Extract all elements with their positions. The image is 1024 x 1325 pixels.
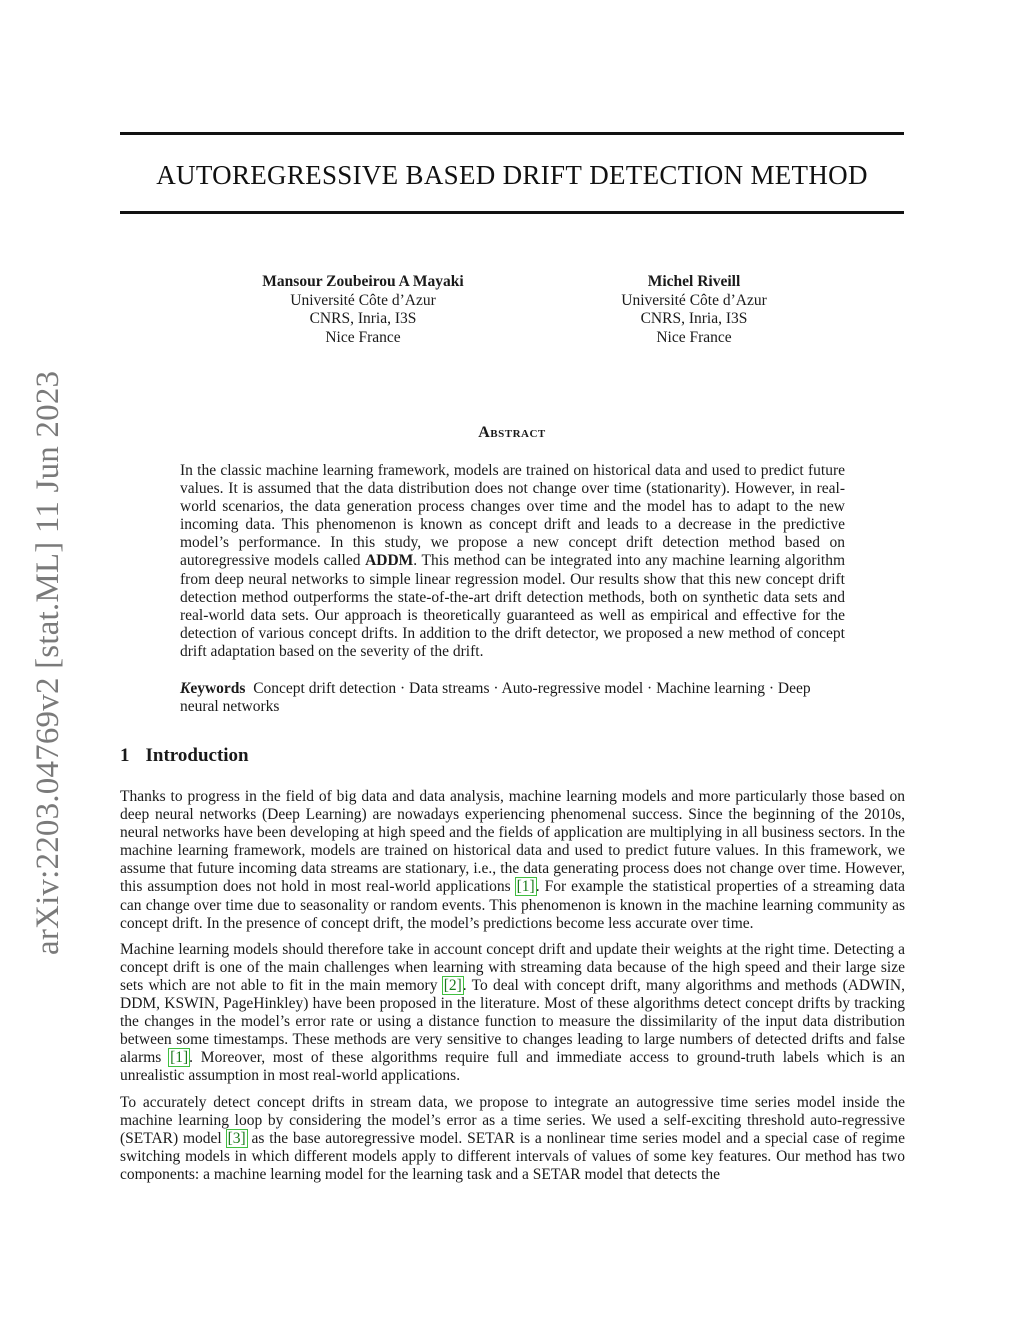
p2-text-b: . To deal with concept drift, many algorithms and methods (ADWIN, DDM, KSWIN, PageHinkley) have been proposed in the literature. Most of these algorithms detect concept drifts by tracking the changes in the model’s error rate or using a distance function to measure the dissimilarity of the input data distribution between some timestamps. These methods are very sensitive to changes leading to large numbers of detected drifts and false alarms: [120, 976, 905, 1067]
author-block-2: [544, 273, 844, 347]
citation-link[interactable]: [3]: [227, 1129, 246, 1147]
arxiv-identifier: arXiv:2203.04769v2 [stat.ML] 11 Jun 2023: [30, 370, 66, 955]
p1-text-b: . For example the statistical properties of a streaming data can change over time due to seasonality or random events. This phenomenon is known in the machine learning community as concept drift. In the presence of concept drift, the model’s predictions become less accurate over time.: [120, 878, 906, 932]
introduction-body: [120, 788, 905, 1192]
abstract-part-2: . This method can be integrated into any machine learning algorithm from deep neural networks to simple linear regression model. Our results show that this new concept drift detection method outperforms the state-of-the-art drift detection methods, both on synthetic data sets and real-world data sets. Our approach is theoretically guaranteed as well as empirical and effective for the detection of various concept drifts. In addition to the drift detector, we proposed a new method of concept drift adaptation based on the severity of the drift.: [180, 552, 845, 660]
abstract-text: [180, 462, 845, 661]
author-block-1: [213, 273, 513, 347]
p2-text-a: Machine learning models should therefore take in account concept drift and update their weights at the right time. Detecting a concept drift is one of the main challenges when learning with streaming data because of the high speed and their large size sets which are not able to fit in the main memory: [120, 940, 905, 994]
title-cap-1: A: [156, 160, 177, 190]
author-name: Mansour Zoubeirou A Mayaki: [262, 273, 464, 290]
method-name: ADDM: [365, 552, 414, 570]
author-affiliation: Université Côte d’Azur: [621, 291, 767, 309]
title-top-rule: [120, 132, 904, 135]
title-cap-3: D: [502, 160, 523, 190]
abstract-heading: Abstract: [478, 424, 546, 441]
title-rest-5: ETHOD: [774, 160, 868, 190]
title-rest-1: UTOREGRESSIVE: [176, 160, 399, 190]
paper-title: [120, 160, 904, 191]
abstract-part-1: In the classic machine learning framework, models are trained on historical data and used to predict future values. It is assumed that the data distribution does not change over time (stationarity). However, in real-world scenarios, the data generation process changes over time and the model has to adapt to the new incoming data. This phenomenon is known as concept drift and leads to a decrease in the predictive model’s performance. In this study, we propose a new concept drift detection method based on autoregressive models called: [180, 462, 845, 570]
title-rest-3: RIFT: [522, 160, 583, 190]
title-word-2: BASED: [405, 160, 496, 190]
title-bottom-rule: [120, 211, 904, 214]
keywords-text: Concept drift detection · Data streams · Auto-regressive model · Machine learning · Deep neural networks: [180, 680, 811, 716]
section-heading: [120, 745, 249, 767]
p1-text-a: Thanks to progress in the field of big data and data analysis, machine learning models and more particularly those based on deep neural networks (Deep Learning) are nowadays experiencing phenomenal success. Since the beginning of the 2010s, neural networks have been developing at high speed and the fields of application are multiplying in all business sectors. In the machine learning framework, models are trained on historical data and used to predict future values. In this framework, we assume that future incoming data streams are stationary, i.e., the data generating process does not change over time. However, this assumption does not hold in most real-world applications: [120, 788, 905, 896]
p3-text-b: as the base autoregressive model. SETAR is a nonlinear time series model and a special case of regime switching models in which different models apply to different intervals of values of some key features. Our method has two components: a machine learning model for the learning task and a SETAR model that detects the: [120, 1129, 905, 1183]
title-rest-4: ETECTION: [609, 160, 744, 190]
p2-text-c: . Moreover, most of these algorithms require full and immediate access to ground-truth labels which is an unrealistic assumption in most real-world applications.: [120, 1049, 905, 1085]
title-cap-5: M: [750, 160, 775, 190]
keywords: [180, 680, 845, 716]
author-affiliation: Université Côte d’Azur: [290, 291, 436, 309]
citation-link[interactable]: [1]: [516, 878, 535, 896]
keywords-label: [180, 680, 245, 697]
author-name: Michel Riveill: [647, 273, 741, 290]
citation-link[interactable]: [2]: [443, 976, 462, 994]
section-title: Introduction: [145, 745, 249, 766]
section-number: 1: [120, 745, 130, 766]
p3-text-a: To accurately detect concept drifts in stream data, we propose to integrate an autogressive time series model inside the machine learning loop by considering the model’s error as a time series. We used a self-exciting threshold auto-regressive (SETAR) model: [120, 1093, 905, 1147]
title-cap-4: D: [589, 160, 610, 190]
keywords-label-k: K: [180, 680, 191, 697]
paragraph-3: [120, 1094, 905, 1184]
author-location: Nice France: [656, 328, 732, 346]
keywords-label-rest: eywords: [190, 680, 246, 697]
author-lab: CNRS, Inria, I3S: [309, 310, 417, 327]
author-location: Nice France: [325, 328, 401, 346]
author-lab: CNRS, Inria, I3S: [640, 310, 748, 327]
citation-link[interactable]: [1]: [170, 1049, 189, 1067]
paragraph-2: [120, 941, 905, 1086]
paragraph-1: [120, 788, 905, 933]
